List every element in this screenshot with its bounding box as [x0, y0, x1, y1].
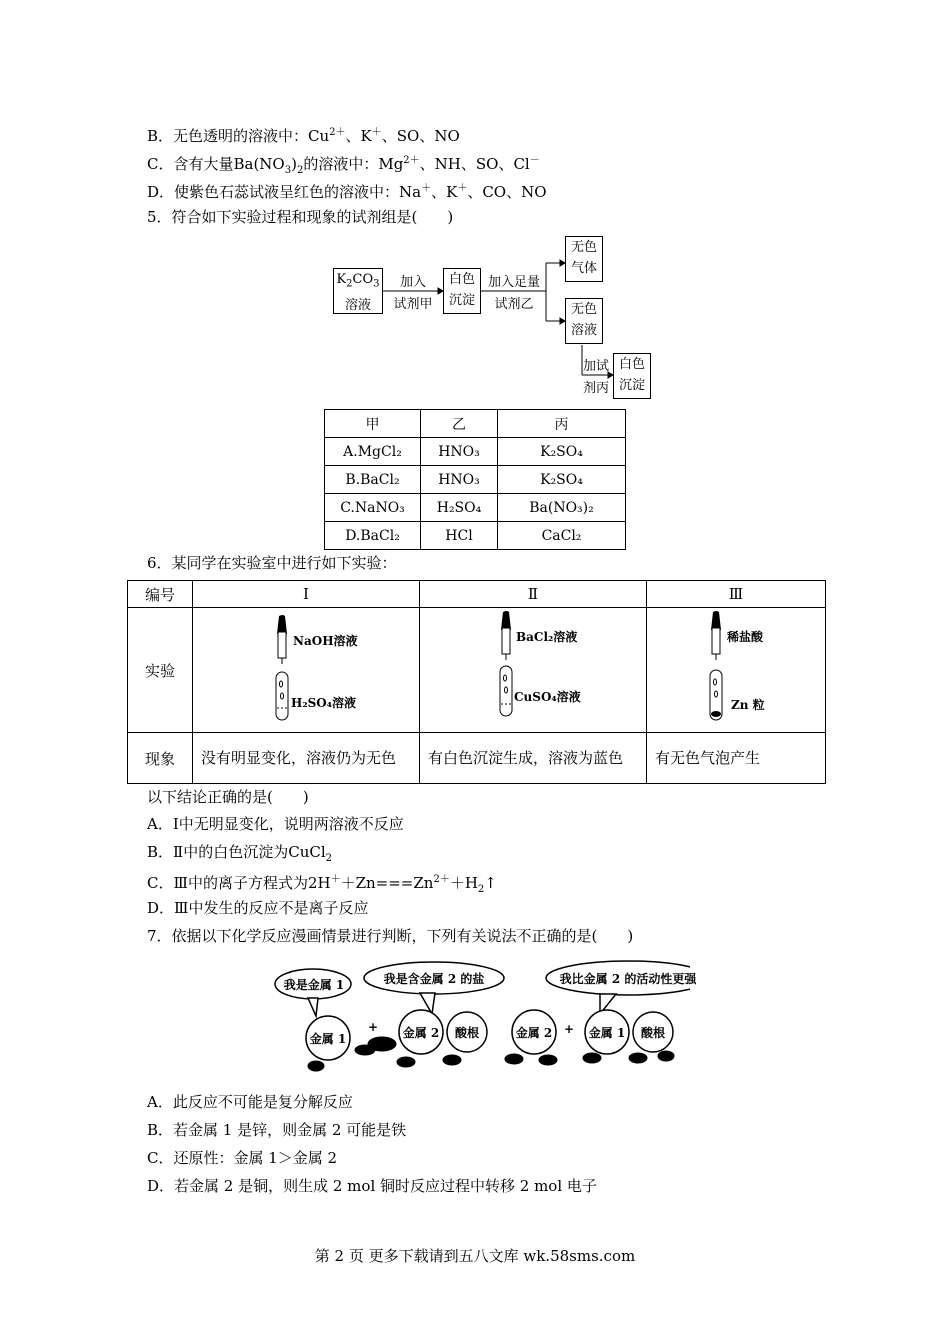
gas-line1: 无色	[570, 240, 597, 255]
flow-start-box	[333, 268, 383, 314]
q7-question: 7．依据以下化学反应漫画情景进行判断，下列有关说法不正确的是( )	[147, 927, 634, 945]
precip2-line1: 白色	[618, 357, 645, 372]
speech-bubble-2: 我是含金属 2 的盐	[383, 972, 485, 986]
precip1-box	[443, 268, 481, 314]
page-footer: 第 2 页 更多下载请到五八文库 wk.58sms.com	[314, 1247, 636, 1265]
experiment-cell-3	[647, 608, 826, 733]
table-cell: HNO₃	[421, 466, 498, 494]
header-cell: 甲	[325, 410, 421, 438]
gas-line2: 气体	[570, 261, 597, 276]
q6-conclusion: 以下结论正确的是( )	[147, 788, 309, 806]
plus-sign: +	[564, 1022, 575, 1036]
reagent-top-label: BaCl₂溶液	[516, 630, 578, 644]
arrow3-bottom-label: 剂丙	[582, 381, 609, 396]
table-cell: K₂SO₄	[498, 466, 626, 494]
table-row	[325, 438, 626, 466]
acid-radical-label: 酸根	[454, 1026, 479, 1040]
arrow1-bottom-label: 试剂甲	[393, 297, 433, 312]
reagent-top-label: NaOH溶液	[293, 634, 358, 648]
acid-radical-label: 酸根	[640, 1026, 665, 1040]
header-cell: 乙	[421, 410, 498, 438]
row-label: 实验	[128, 608, 193, 733]
table-header-row	[128, 581, 826, 608]
arrow3-top-label: 加试	[582, 359, 609, 374]
q6-experiment-table	[127, 580, 826, 784]
metal1-label: 金属 1	[309, 1032, 347, 1046]
reagent-bottom-label: H₂SO₄溶液	[291, 696, 356, 710]
metal2-label: 金属 2	[402, 1026, 440, 1040]
experiment-cell-2	[420, 608, 647, 733]
arrow2-top-label: 加入足量	[487, 275, 540, 290]
precip2-box	[613, 353, 651, 399]
q5-reagent-table	[324, 409, 626, 550]
observation-cell: 没有明显变化，溶液仍为无色	[193, 733, 420, 784]
speech-bubble-1: 我是金属 1	[283, 978, 345, 992]
table-cell: B.BaCl₂	[325, 466, 421, 494]
dropper-tube-icon	[201, 610, 411, 730]
table-row-observation	[128, 733, 826, 784]
q7-option-c: C．还原性：金属 1＞金属 2	[147, 1149, 338, 1167]
table-cell: H₂SO₄	[421, 494, 498, 522]
header-cell: Ⅲ	[647, 581, 826, 608]
speech-bubble-3: 我比金属 2 的活动性更强	[559, 972, 697, 986]
header-cell: 编号	[128, 581, 193, 608]
observation-cell: 有无色气泡产生	[647, 733, 826, 784]
solution-box	[565, 298, 603, 344]
q6-option-b: B．Ⅱ中的白色沉淀为CuCl$_2$	[147, 843, 333, 864]
table-cell: HCl	[421, 522, 498, 550]
q7-option-a: A．此反应不可能是复分解反应	[147, 1093, 353, 1111]
q6-option-a: A．Ⅰ中无明显变化，说明两溶液不反应	[147, 815, 404, 833]
apparatus-1	[201, 610, 411, 730]
metal1-label: 金属 1	[588, 1026, 626, 1040]
table-cell: D.BaCl₂	[325, 522, 421, 550]
reagent-bottom-label: CuSO₄溶液	[514, 690, 581, 704]
table-cell: HNO₃	[421, 438, 498, 466]
apparatus-3	[655, 610, 817, 730]
table-row	[325, 494, 626, 522]
q7-cartoon	[270, 958, 697, 1088]
flow-start-line2: 溶液	[344, 297, 371, 313]
table-header-row	[325, 410, 626, 438]
reagent-top-label: 稀盐酸	[727, 630, 764, 644]
precip2-line2: 沉淀	[618, 378, 645, 393]
q6-option-c: C．Ⅲ中的离子方程式为$2H^++Zn===Zn^{2+}+H_2↑$	[147, 874, 497, 895]
header-cell: 丙	[498, 410, 626, 438]
q5-flow-diagram	[330, 233, 660, 403]
observation-cell: 有白色沉淀生成，溶液为蓝色	[420, 733, 647, 784]
q4-option-d: D．使紫色石蕊试液呈红色的溶液中：Na＋、K＋、CO、NO	[147, 183, 547, 201]
q6-question: 6．某同学在实验室中进行如下实验：	[147, 554, 397, 572]
precip1-line1: 白色	[448, 272, 475, 287]
q4-option-c: C．含有大量$Ba(NO_3)_2$的溶液中：$Mg^{2+}$、NH、SO、Cl－	[147, 155, 540, 176]
q4-option-b: B．无色透明的溶液中：$Cu^{2+}$、K＋、SO、NO	[147, 127, 460, 145]
solution-line1: 无色	[570, 302, 597, 317]
experiment-cell-1	[193, 608, 420, 733]
arrow1-top-label: 加入	[399, 275, 426, 290]
q5-question: 5．符合如下实验过程和现象的试剂组是( )	[147, 208, 454, 226]
table-cell: Ba(NO₃)₂	[498, 494, 626, 522]
q6-option-d: D．Ⅲ中发生的反应不是离子反应	[147, 899, 369, 917]
header-cell: Ⅱ	[420, 581, 647, 608]
q7-option-d: D．若金属 2 是铜，则生成 2 mol 铜时反应过程中转移 2 mol 电子	[147, 1177, 597, 1195]
precip1-line2: 沉淀	[448, 293, 475, 308]
table-cell: C.NaNO₃	[325, 494, 421, 522]
header-cell: Ⅰ	[193, 581, 420, 608]
apparatus-2	[428, 610, 638, 730]
table-row-experiment	[128, 608, 826, 733]
plus-sign: +	[368, 1020, 379, 1034]
arrow2-bottom-label: 试剂乙	[494, 297, 534, 312]
gas-box	[565, 236, 603, 282]
flow-start-formula: $K_2CO_3$	[336, 272, 380, 290]
table-row	[325, 466, 626, 494]
reagent-bottom-label: Zn 粒	[731, 698, 765, 712]
q7-option-b: B．若金属 1 是锌，则金属 2 可能是铁	[147, 1121, 407, 1139]
table-row	[325, 522, 626, 550]
table-cell: K₂SO₄	[498, 438, 626, 466]
row-label: 现象	[128, 733, 193, 784]
table-cell: A.MgCl₂	[325, 438, 421, 466]
metal2-label: 金属 2	[515, 1026, 553, 1040]
table-cell: CaCl₂	[498, 522, 626, 550]
solution-line2: 溶液	[570, 323, 597, 338]
